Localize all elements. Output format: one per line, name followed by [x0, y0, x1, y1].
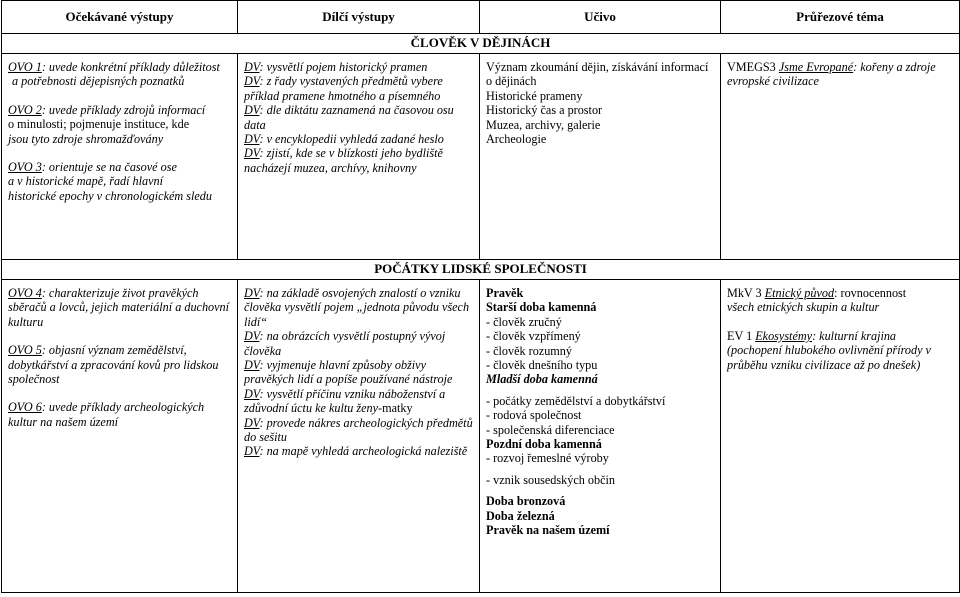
partial-outcomes-cell — [238, 280, 480, 593]
expected-outcomes-cell — [2, 54, 238, 260]
curriculum-item: - počátky zemědělství a dobytkářství — [486, 393, 666, 408]
curriculum-heading: Doba bronzová — [486, 494, 566, 509]
partial-outcome-item: DV: na základě osvojených znalostí o vzniku člověka vysvětlí pojem „jednota původu všech lidí“ — [244, 286, 470, 329]
partial-outcome-item: DV: dle diktátu zaznamená na časovou osu data — [244, 103, 454, 132]
table-row — [2, 54, 960, 260]
curriculum-item: - člověk zručný — [486, 314, 562, 329]
partial-outcome-item: DV: z řady vystavených předmětů vybere příklad pramene hmotného a písemného — [244, 74, 443, 103]
outcome-item: OVO 6: uvede příklady archeologických kultur na našem území — [8, 400, 205, 429]
table-row — [2, 280, 960, 593]
header-curriculum: Učivo — [480, 1, 721, 34]
theme-item: MkV 3 Etnický původ: rovnocennost — [727, 286, 907, 300]
curriculum-item: Historické prameny — [486, 88, 583, 103]
theme-link[interactable]: Etnický původ — [764, 286, 835, 300]
curriculum-heading: Mladší doba kamenná — [486, 372, 598, 387]
curriculum-cell — [480, 280, 721, 593]
curriculum-item: - člověk vzpřímený — [486, 329, 581, 344]
outcome-item-cont: o minulosti; pojmenuje instituce, kde — [8, 117, 190, 132]
curriculum-item: Význam zkoumání dějin, získávání informací o dějinách — [486, 60, 709, 89]
partial-outcome-item: DV: vyjmenuje hlavní způsoby obživy pravěkých lidí a popíše používané nástroje — [244, 358, 453, 387]
curriculum-item: Archeologie — [486, 132, 547, 147]
theme-link[interactable]: Jsme Evropané — [778, 60, 854, 74]
outcome-item: OVO 1: uvede konkrétní příklady důležitost — [8, 60, 220, 74]
partial-outcome-item: DV: vysvětlí příčinu vzniku náboženství a zdůvodní úctu ke kultu ženy-matky — [244, 386, 446, 416]
curriculum-table — [1, 0, 960, 593]
outcome-item: OVO 3: orientuje se na časové ose — [8, 160, 177, 175]
outcome-item-cont: a potřebnosti dějepisných poznatků — [12, 74, 185, 89]
curriculum-item: - rozvoj řemeslné výroby — [486, 451, 609, 466]
curriculum-heading: Starší doba kamenná — [486, 300, 597, 315]
theme-item: EV 1 Ekosystémy: kulturní krajina (pochopení hlubokého ovlivnění přírody v průběhu vzniku civilizace až po dnešek) — [727, 328, 931, 372]
section-title: POČÁTKY LIDSKÉ SPOLEČNOSTI — [2, 260, 960, 280]
section-title: ČLOVĚK V DĚJINÁCH — [2, 34, 960, 54]
header-cross-curricular-theme: Průřezové téma — [721, 1, 960, 34]
outcome-item: OVO 5: objasní význam zemědělství, dobytkářství a zpracování kovů pro lidskou společnost — [8, 343, 219, 387]
theme-item-cont: všech etnických skupin a kultur — [727, 300, 880, 315]
section-row — [2, 260, 960, 280]
outcome-item: OVO 4: charakterizuje život pravěkých sběračů a lovců, jejich materiální a duchovní kulturu — [8, 286, 230, 329]
partial-outcome-item: DV: na obrázcích vysvětlí postupný vývoj člověka — [244, 329, 446, 358]
partial-outcome-item: DV: vysvětlí pojem historický pramen — [244, 60, 428, 74]
outcome-item-cont: a v historické mapě, řadí hlavní — [8, 174, 164, 189]
theme-cell — [721, 280, 960, 593]
outcome-item-cont: historické epochy v chronologickém sledu — [8, 188, 212, 203]
expected-outcomes-cell — [2, 280, 238, 593]
header-row — [2, 1, 960, 34]
curriculum-item: - člověk rozumný — [486, 343, 572, 358]
outcome-item-cont: jsou tyto zdroje shromažďovány — [8, 131, 164, 146]
curriculum-item: - člověk dnešního typu — [486, 358, 598, 373]
curriculum-item: - vznik sousedských občin — [486, 472, 615, 487]
partial-outcome-item: DV: na mapě vyhledá archeologická naleziště — [244, 444, 468, 459]
theme-cell — [721, 54, 960, 260]
curriculum-item: Historický čas a prostor — [486, 103, 603, 118]
theme-item: VMEGS3 Jsme Evropané: kořeny a zdroje evropské civilizace — [727, 60, 936, 89]
curriculum-item: Muzea, archivy, galerie — [486, 117, 601, 132]
header-partial-outcomes: Dílčí výstupy — [238, 1, 480, 34]
curriculum-item: - rodová společnost — [486, 408, 582, 423]
curriculum-heading: Doba železná — [486, 508, 555, 523]
curriculum-item: - společenská diferenciace — [486, 422, 615, 437]
curriculum-heading: Pravěk — [486, 286, 524, 300]
partial-outcome-item: DV: v encyklopedii vyhledá zadané heslo — [244, 132, 444, 147]
curriculum-heading: Pravěk na našem území — [486, 523, 610, 538]
header-expected-outcomes: Očekávané výstupy — [2, 1, 238, 34]
curriculum-cell — [480, 54, 721, 260]
curriculum-heading: Pozdní doba kamenná — [486, 437, 602, 452]
section-row — [2, 34, 960, 54]
partial-outcomes-cell — [238, 54, 480, 260]
outcome-item: OVO 2: uvede příklady zdrojů informací — [8, 102, 206, 117]
partial-outcome-item: DV: provede nákres archeologických předmětů do sešitu — [244, 415, 473, 445]
partial-outcome-item: DV: zjistí, kde se v blízkosti jeho bydliště nacházejí muzea, archívy, knihovny — [244, 146, 443, 175]
theme-link[interactable]: Ekosystémy — [755, 328, 813, 343]
